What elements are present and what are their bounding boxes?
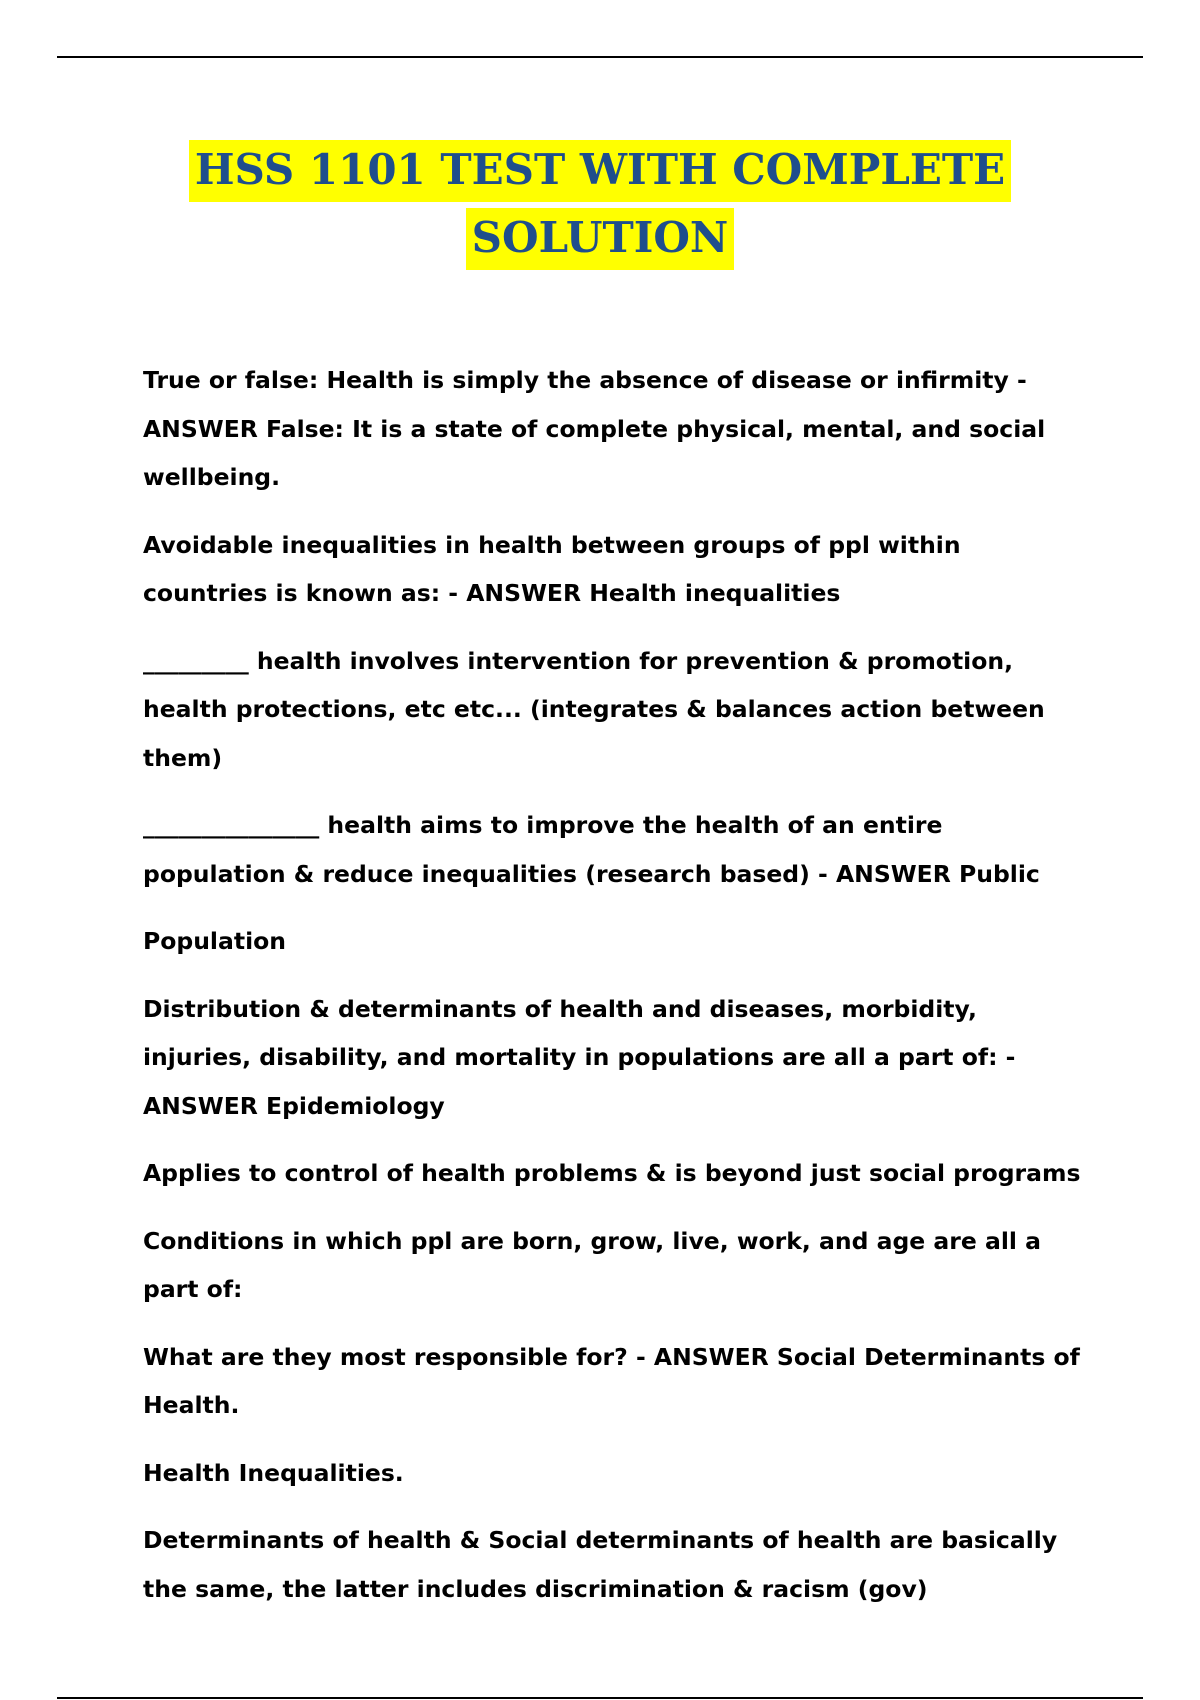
qa-paragraph-10: Health Inequalities.: [143, 1458, 404, 1487]
bottom-rule: [57, 1697, 1143, 1699]
document-body: [143, 356, 1089, 1632]
qa-paragraph-7: Applies to control of health problems & is beyond just social programs: [143, 1159, 1081, 1187]
title-line-1: HSS 1101 TEST WITH COMPLETE: [189, 140, 1011, 202]
document-title: [0, 140, 1200, 270]
qa-paragraph-9: What are they most responsible for? - ANSWER Social Determinants of Health.: [143, 1342, 1089, 1419]
title-line-2: SOLUTION: [466, 208, 735, 270]
qa-paragraph-8: Conditions in which ppl are born, grow, live, work, and age are all a part of:: [143, 1226, 1050, 1303]
qa-paragraph-6: Distribution & determinants of health and diseases, morbidity, injuries, disability, and mortality in populations are all a part of: - ANSWER Epidemiology: [143, 994, 1024, 1120]
qa-paragraph-2: Avoidable inequalities in health between groups of ppl within countries is known as: - ANSWER Health inequalities: [143, 530, 969, 607]
qa-paragraph-4: _______________ health aims to improve the health of an entire population & reduce inequalities (research based) - ANSWER Public: [143, 811, 1040, 888]
qa-paragraph-3: _________ health involves intervention for prevention & promotion, health protections, etc etc... (integrates & balances action between them): [143, 646, 1053, 772]
qa-paragraph-1: True or false: Health is simply the absence of disease or infirmity - ANSWER False: It is a state of complete physical, mental, and social wellbeing.: [143, 366, 1054, 491]
qa-paragraph-5: Population: [143, 927, 286, 955]
top-rule: [57, 56, 1143, 58]
qa-paragraph-11: Determinants of health & Social determinants of health are basically the same, the latter includes discrimination & racism (gov): [143, 1526, 1066, 1603]
